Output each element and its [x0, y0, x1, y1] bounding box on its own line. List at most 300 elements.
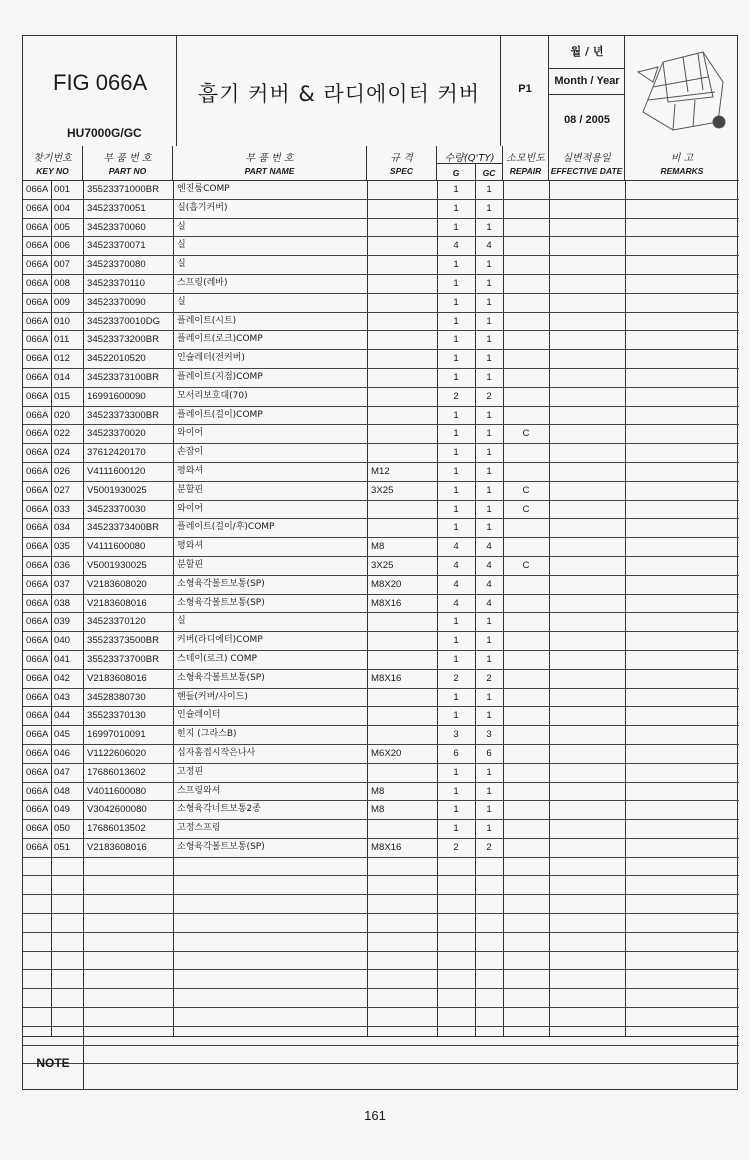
part-name: 실 — [177, 259, 186, 270]
title-box — [177, 36, 501, 146]
part-number: 35523373700BR — [87, 653, 160, 665]
key-number: 034 — [54, 522, 71, 534]
part-number: 35523373500BR — [87, 635, 160, 647]
key-number: 035 — [54, 541, 71, 553]
qty-g: 4 — [453, 541, 459, 553]
table-row — [23, 501, 739, 520]
spec: M8 — [371, 804, 385, 816]
key-number: 050 — [54, 823, 71, 835]
table-row — [23, 538, 739, 557]
part-number: V5001930025 — [87, 484, 147, 496]
qty-g: 1 — [453, 465, 459, 477]
key-prefix: 066A — [26, 371, 49, 383]
key-number: 040 — [54, 635, 71, 647]
table-row — [23, 463, 739, 482]
table-row — [23, 726, 739, 745]
machine-illustration — [633, 42, 733, 138]
key-number: 011 — [54, 334, 70, 346]
qty-g: 2 — [453, 672, 459, 684]
part-number: V4111600120 — [87, 465, 146, 477]
repair-code — [503, 613, 549, 631]
repair-code — [503, 801, 549, 819]
part-number: 34523370090 — [87, 296, 146, 308]
spec: M8X16 — [371, 841, 402, 853]
qty-g: 1 — [453, 202, 459, 214]
part-name: 소형육각너트보통2종 — [177, 804, 261, 815]
key-prefix: 066A — [26, 823, 49, 835]
key-prefix: 066A — [26, 522, 49, 534]
part-number: 17686013502 — [87, 823, 146, 835]
issue-date: 08 / 2005 — [564, 114, 610, 126]
page-number: 161 — [364, 1108, 386, 1123]
qty-g: 1 — [453, 653, 459, 665]
part-name: 와이어 — [177, 428, 204, 439]
key-number: 008 — [54, 277, 71, 289]
qty-g: 1 — [453, 428, 459, 440]
repair-code — [503, 275, 549, 293]
table-row — [23, 595, 739, 614]
col-spec: 규 격 SPEC — [367, 146, 437, 181]
qty-gc: 1 — [486, 804, 492, 816]
table-row — [23, 388, 739, 407]
key-number: 024 — [54, 447, 71, 459]
qty-g: 2 — [453, 841, 459, 853]
table-row — [23, 519, 739, 538]
spec: M12 — [371, 465, 390, 477]
qty-gc: 1 — [486, 785, 492, 797]
key-prefix: 066A — [26, 541, 49, 553]
part-number: 34523373200BR — [87, 334, 160, 346]
key-prefix: 066A — [26, 202, 49, 214]
key-prefix: 066A — [26, 578, 49, 590]
part-number: 34523370060 — [87, 221, 146, 233]
key-prefix: 066A — [26, 259, 49, 271]
table-row — [23, 783, 739, 802]
part-name: 분할핀 — [177, 484, 204, 495]
key-prefix: 066A — [26, 296, 49, 308]
table-row — [23, 425, 739, 444]
key-number: 015 — [54, 390, 71, 402]
part-number: V5001930025 — [87, 559, 147, 571]
qty-g: 1 — [453, 259, 459, 271]
part-name: 스프링와셔 — [177, 785, 221, 796]
repair-code — [503, 689, 549, 707]
table-row — [23, 670, 739, 689]
qty-gc: 1 — [486, 484, 492, 496]
part-number: 34523370110 — [87, 277, 145, 289]
repair-code — [503, 407, 549, 425]
qty-gc: 1 — [486, 315, 492, 327]
qty-g: 1 — [453, 691, 459, 703]
part-name: 고정스프링 — [177, 823, 221, 834]
table-row — [23, 576, 739, 595]
key-number: 012 — [54, 353, 71, 365]
qty-g: 4 — [453, 578, 459, 590]
date-box — [549, 36, 625, 146]
qty-gc: 1 — [486, 184, 492, 195]
repair-code — [503, 350, 549, 368]
part-name: 인슐레이터 — [177, 710, 221, 721]
part-name: 소형육각볼트보통(SP) — [177, 841, 265, 852]
key-prefix: 066A — [26, 841, 49, 853]
qty-g: 1 — [453, 371, 459, 383]
qty-g: 1 — [453, 823, 459, 835]
part-number: V2183608016 — [87, 597, 147, 609]
spec: M8 — [371, 785, 385, 797]
table-row — [23, 369, 739, 388]
qty-g: 4 — [453, 597, 459, 609]
repair-code — [503, 219, 549, 237]
key-number: 037 — [54, 578, 71, 590]
table-row — [23, 294, 739, 313]
col-effective-date: 실변적용일 EFFECTIVE DATE — [549, 146, 625, 181]
part-number: 34523370120 — [87, 616, 146, 628]
empty-table-row — [23, 876, 739, 895]
fig-box — [23, 36, 177, 146]
qty-g: 3 — [453, 729, 459, 741]
key-prefix: 066A — [26, 785, 49, 797]
qty-gc: 1 — [486, 334, 492, 346]
key-prefix: 066A — [26, 747, 49, 759]
part-name: 플레이트(걸이/후)COMP — [177, 522, 275, 533]
table-row — [23, 275, 739, 294]
spec: 3X25 — [371, 484, 394, 496]
key-prefix: 066A — [26, 277, 49, 289]
qty-gc: 1 — [486, 259, 492, 271]
parts-table-body — [23, 181, 739, 1064]
part-number: V2183608016 — [87, 672, 147, 684]
part-number: 34523370071 — [87, 240, 146, 252]
part-number: 17686013602 — [87, 766, 146, 778]
qty-g: 1 — [453, 616, 459, 628]
key-prefix: 066A — [26, 484, 49, 496]
key-prefix: 066A — [26, 672, 49, 684]
qty-g: 1 — [453, 635, 459, 647]
part-name: 소형육각볼트보통(SP) — [177, 672, 265, 683]
part-number: 34523373300BR — [87, 409, 160, 421]
key-number: 026 — [54, 465, 71, 477]
repair-code — [503, 651, 549, 669]
empty-table-row — [23, 858, 739, 877]
note-box — [23, 1036, 739, 1091]
key-prefix: 066A — [26, 409, 49, 421]
repair-code — [503, 331, 549, 349]
table-row — [23, 444, 739, 463]
page-label: P1 — [518, 83, 532, 95]
repair-code — [503, 369, 549, 387]
key-prefix: 066A — [26, 729, 49, 741]
repair-code — [503, 745, 549, 763]
repair-code: C — [522, 428, 530, 440]
qty-g: 1 — [453, 353, 459, 365]
part-name: 모서리보호대(70) — [177, 390, 248, 401]
key-number: 042 — [54, 672, 71, 684]
repair-code: C — [522, 503, 530, 515]
part-name: 힌지 (그라스B) — [177, 729, 237, 740]
key-prefix: 066A — [26, 221, 49, 233]
qty-gc: 1 — [486, 428, 492, 440]
table-row — [23, 632, 739, 651]
qty-gc: 1 — [486, 710, 492, 722]
key-prefix: 066A — [26, 334, 49, 346]
qty-gc: 1 — [486, 371, 492, 383]
part-number: 34523370080 — [87, 259, 146, 271]
key-number: 046 — [54, 747, 71, 759]
qty-g: 1 — [453, 522, 459, 534]
qty-g: 1 — [453, 484, 459, 496]
repair-code — [503, 256, 549, 274]
qty-gc: 1 — [486, 522, 492, 534]
key-number: 001 — [54, 184, 71, 195]
table-row — [23, 707, 739, 726]
part-name: 핸들(커버/사이드) — [177, 691, 248, 702]
table-row — [23, 256, 739, 275]
part-name: 실 — [177, 240, 186, 251]
key-number: 039 — [54, 616, 71, 628]
repair-code — [503, 632, 549, 650]
spec: M8X16 — [371, 672, 402, 684]
empty-table-row — [23, 895, 739, 914]
empty-table-row — [23, 1008, 739, 1027]
qty-gc: 4 — [486, 541, 492, 553]
qty-gc: 1 — [486, 465, 492, 477]
month-year-en: Month / Year — [549, 68, 625, 95]
key-number: 049 — [54, 804, 71, 816]
key-number: 041 — [54, 653, 71, 665]
qty-gc: 1 — [486, 503, 492, 515]
qty-gc: 1 — [486, 635, 492, 647]
qty-g: 1 — [453, 315, 459, 327]
spec: M6X20 — [371, 747, 402, 759]
spec: M8 — [371, 541, 385, 553]
qty-g: 1 — [453, 785, 459, 797]
key-prefix: 066A — [26, 559, 49, 571]
repair-code — [503, 670, 549, 688]
part-number: V1122606020 — [87, 747, 147, 759]
part-name: 손잡이 — [177, 447, 204, 458]
qty-g: 1 — [453, 334, 459, 346]
repair-code: C — [522, 484, 530, 496]
key-number: 045 — [54, 729, 71, 741]
repair-code — [503, 463, 549, 481]
part-name: 스테이(로크) COMP — [177, 653, 257, 664]
key-number: 004 — [54, 202, 71, 214]
qty-gc: 1 — [486, 202, 492, 214]
qty-g: 1 — [453, 221, 459, 233]
qty-gc: 4 — [486, 240, 492, 252]
qty-g: 1 — [453, 766, 459, 778]
table-row — [23, 482, 739, 501]
part-number: 34523373400BR — [87, 522, 160, 534]
part-number: V2183608020 — [87, 578, 147, 590]
part-number: 37612420170 — [87, 447, 146, 459]
part-number: 34523370020 — [87, 428, 146, 440]
repair-code — [503, 707, 549, 725]
qty-g: 1 — [453, 277, 459, 289]
key-prefix: 066A — [26, 503, 49, 515]
repair-code — [503, 444, 549, 462]
qty-gc: 1 — [486, 277, 492, 289]
table-row — [23, 350, 739, 369]
qty-gc: 3 — [486, 729, 492, 741]
qty-g: 1 — [453, 447, 459, 459]
qty-gc: 1 — [486, 409, 492, 421]
qty-g: 1 — [453, 184, 459, 195]
part-number: 35523371000BR — [87, 184, 160, 195]
qty-gc: 2 — [486, 672, 492, 684]
part-name: 엔진룸COMP — [177, 184, 230, 194]
table-row — [23, 331, 739, 350]
part-name: 실(흡기커버) — [177, 202, 228, 213]
part-name: 십자홈접시작은나사 — [177, 747, 256, 758]
qty-g: 2 — [453, 390, 459, 402]
part-name: 플레이트(로크)COMP — [177, 334, 263, 345]
table-row — [23, 820, 739, 839]
empty-table-row — [23, 952, 739, 971]
key-prefix: 066A — [26, 710, 49, 722]
repair-code — [503, 595, 549, 613]
qty-gc: 6 — [486, 747, 492, 759]
part-number: V4111600080 — [87, 541, 146, 553]
key-number: 038 — [54, 597, 71, 609]
repair-code — [503, 576, 549, 594]
key-number: 048 — [54, 785, 71, 797]
qty-g: 1 — [453, 503, 459, 515]
key-number: 036 — [54, 559, 71, 571]
part-number: V2183608016 — [87, 841, 147, 853]
key-prefix: 066A — [26, 465, 49, 477]
page-title: 흡기 커버 & 라디에이터 커버 — [197, 82, 481, 106]
part-number: 34523373100BR — [87, 371, 160, 383]
part-name: 플레이트(걸이)COMP — [177, 409, 263, 420]
table-row — [23, 745, 739, 764]
col-qty: 수량(Q'TY) G GC — [437, 146, 503, 181]
model-name: HU7000G/GC — [67, 126, 142, 140]
spec: 3X25 — [371, 559, 394, 571]
part-name: 커버(라디에터)COMP — [177, 635, 263, 646]
key-number: 020 — [54, 409, 71, 421]
qty-g: 1 — [453, 804, 459, 816]
qty-gc: 1 — [486, 447, 492, 459]
key-prefix: 066A — [26, 390, 49, 402]
qty-gc: 1 — [486, 691, 492, 703]
repair-code — [503, 726, 549, 744]
key-prefix: 066A — [26, 597, 49, 609]
qty-gc: 1 — [486, 221, 492, 233]
key-number: 027 — [54, 484, 71, 496]
part-name: 평와셔 — [177, 465, 204, 476]
part-name: 실 — [177, 296, 186, 307]
qty-g: 4 — [453, 559, 459, 571]
table-row — [23, 801, 739, 820]
spec: M8X20 — [371, 578, 402, 590]
key-number: 051 — [54, 841, 71, 853]
key-prefix: 066A — [26, 804, 49, 816]
empty-table-row — [23, 989, 739, 1008]
col-part-no: 부 품 번 호 PART NO — [83, 146, 173, 181]
table-row — [23, 237, 739, 256]
col-key: 찾기번호 KEY NO — [23, 146, 83, 181]
repair-code — [503, 538, 549, 556]
key-prefix: 066A — [26, 240, 49, 252]
empty-table-row — [23, 970, 739, 989]
key-prefix: 066A — [26, 447, 49, 459]
repair-code — [503, 313, 549, 331]
part-number: 34523370010DG — [87, 315, 161, 327]
qty-g: 1 — [453, 296, 459, 308]
parts-sheet — [22, 35, 738, 1090]
month-year-kr: 월 / 년 — [549, 36, 625, 69]
key-prefix: 066A — [26, 184, 49, 195]
qty-g: 4 — [453, 240, 459, 252]
repair-code — [503, 200, 549, 218]
note-label: NOTE — [23, 1037, 84, 1090]
part-number: V3042600080 — [87, 804, 147, 816]
machine-illustration-box — [625, 36, 739, 146]
part-name: 플레이트(시트) — [177, 315, 237, 326]
part-number: V4011600080 — [87, 785, 147, 797]
table-row — [23, 651, 739, 670]
table-row — [23, 764, 739, 783]
key-number: 043 — [54, 691, 71, 703]
table-row — [23, 557, 739, 576]
empty-table-row — [23, 914, 739, 933]
qty-gc: 1 — [486, 296, 492, 308]
page-box — [501, 36, 549, 146]
repair-code — [503, 820, 549, 838]
table-row — [23, 181, 739, 200]
key-number: 044 — [54, 710, 71, 722]
key-number: 005 — [54, 221, 71, 233]
part-number: 35523370130 — [87, 710, 146, 722]
key-prefix: 066A — [26, 635, 49, 647]
key-number: 010 — [54, 315, 71, 327]
repair-code — [503, 294, 549, 312]
repair-code — [503, 181, 549, 199]
part-name: 플레이트(지점)COMP — [177, 371, 263, 382]
part-name: 스프링(레바) — [177, 277, 228, 288]
part-name: 분할핀 — [177, 559, 204, 570]
part-name: 인슐레터(전커버) — [177, 353, 245, 364]
table-row — [23, 313, 739, 332]
key-prefix: 066A — [26, 315, 49, 327]
key-number: 009 — [54, 296, 71, 308]
qty-g: 1 — [453, 710, 459, 722]
table-row — [23, 839, 739, 858]
repair-code — [503, 237, 549, 255]
part-number: 34523370030 — [87, 503, 146, 515]
repair-code — [503, 388, 549, 406]
part-name: 소형육각볼트보통(SP) — [177, 597, 265, 608]
key-number: 006 — [54, 240, 71, 252]
key-prefix: 066A — [26, 691, 49, 703]
qty-gc: 1 — [486, 766, 492, 778]
qty-g: 6 — [453, 747, 459, 759]
qty-gc: 1 — [486, 653, 492, 665]
key-prefix: 066A — [26, 428, 49, 440]
part-number: 34523370051 — [87, 202, 146, 214]
part-name: 고정핀 — [177, 766, 204, 777]
qty-gc: 2 — [486, 841, 492, 853]
key-prefix: 066A — [26, 766, 49, 778]
col-remarks: 비 고 REMARKS — [660, 153, 704, 176]
key-number: 014 — [54, 371, 71, 383]
repair-code — [503, 519, 549, 537]
key-prefix: 066A — [26, 616, 49, 628]
key-number: 047 — [54, 766, 71, 778]
qty-gc: 1 — [486, 353, 492, 365]
part-name: 실 — [177, 221, 186, 232]
